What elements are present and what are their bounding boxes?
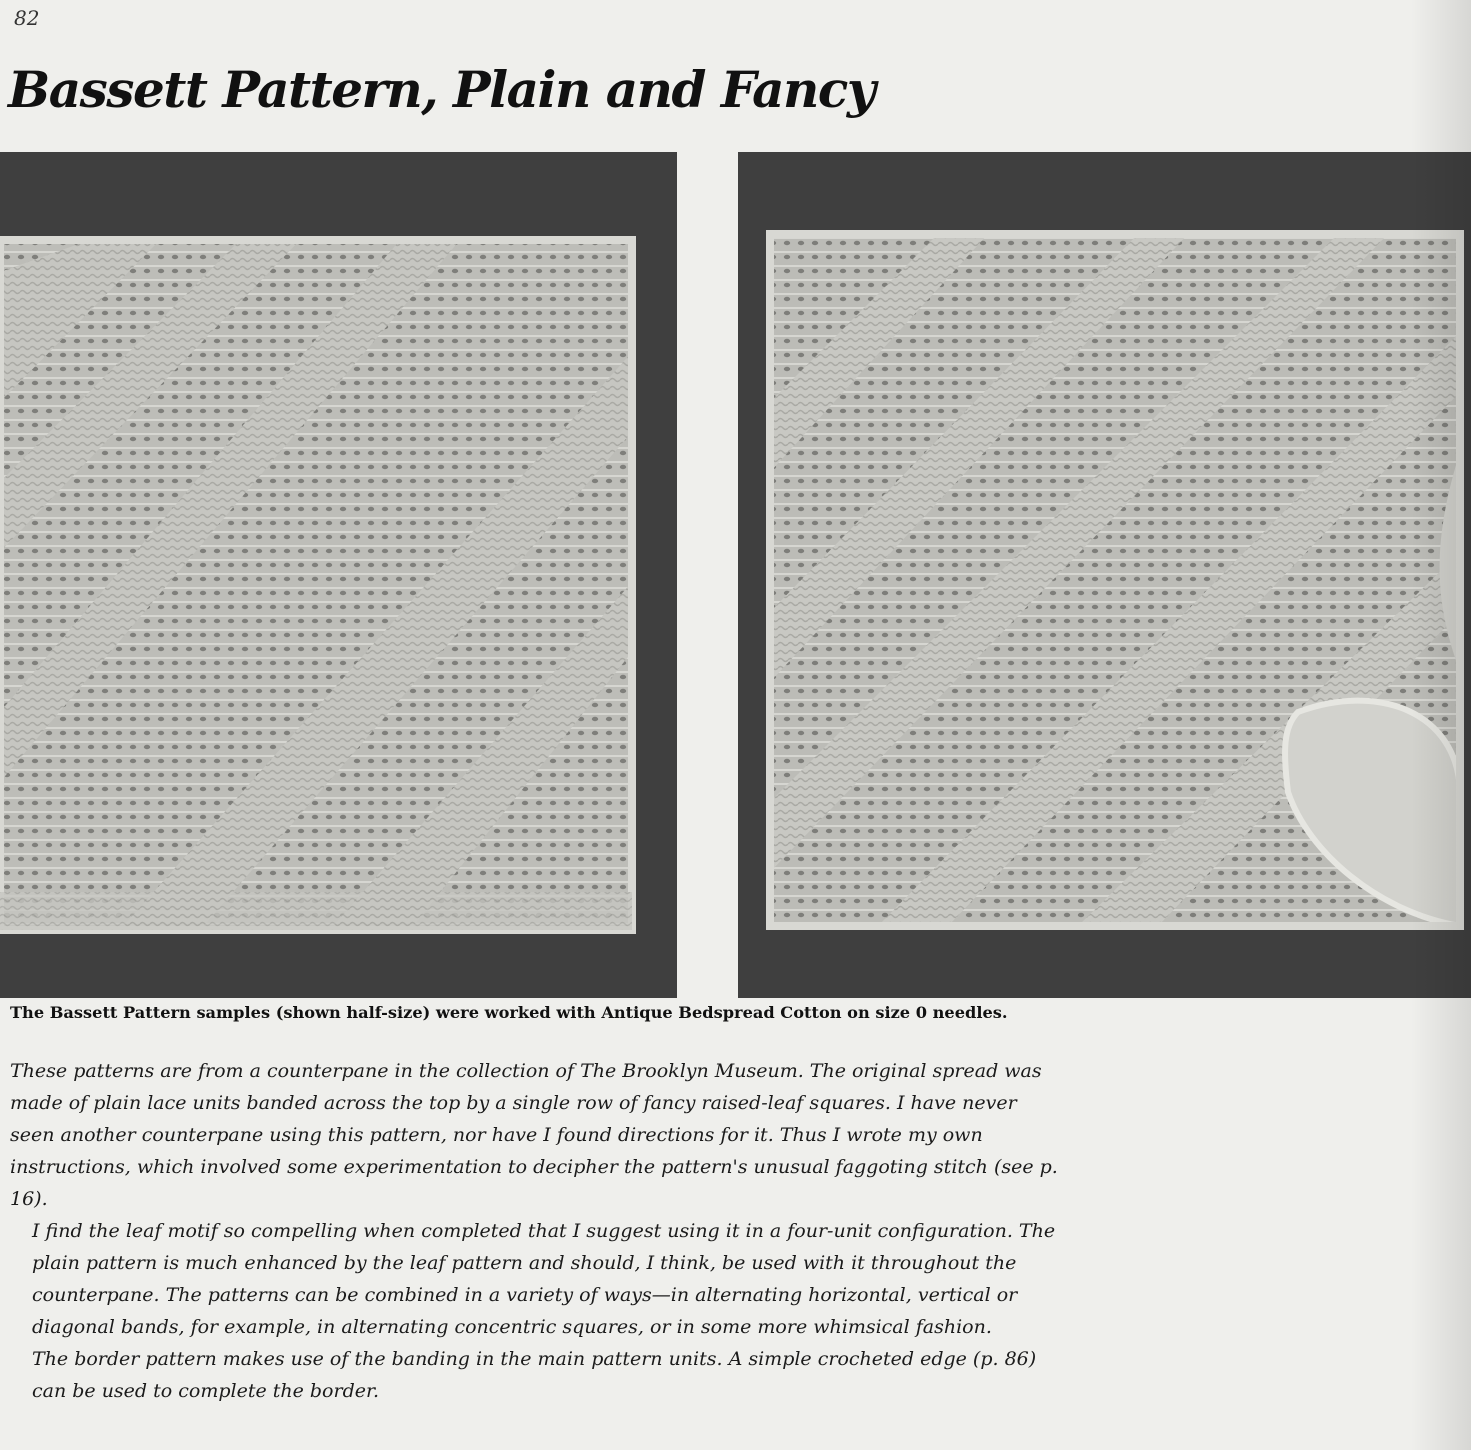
fancy-leaf-pattern-photo [738,152,1471,998]
photo-caption: The Bassett Pattern samples (shown half-size) were worked with Antique Bedspread Cotton on size 0 needles. [10,1003,1008,1022]
body-text [10,1055,1060,1407]
plain-pattern-photo [0,152,677,998]
paragraph-2: I find the leaf motif so compelling when completed that I suggest using it in a four-unit configuration. The plain pattern is much enhanced by the leaf pattern and should, I think, be used with it throughout the counterpane. The patterns can be combined in a variety of ways—in alternating horizontal, vertical or diagonal bands, for example, in alternating concentric squares, or in some more whimsical fashion. [32,1220,1056,1338]
page-title: Bassett Pattern, Plain and Fancy [8,60,875,119]
leaf-pattern-knit-square [738,152,1471,998]
page-gutter-shadow [1411,0,1471,1450]
page-number: 82 [14,6,40,30]
paragraph-1: These patterns are from a counterpane in the collection of The Brooklyn Museum. The original spread was made of plain lace units banded across the top by a single row of fancy raised-leaf squares. I have never seen another counterpane using this pattern, nor have I found directions for it. Thus I wrote my own instructions, which involved some experimentation to decipher the pattern's unusual faggoting stitch (see p. 16). [10,1060,1058,1210]
plain-pattern-knit-square [0,152,677,998]
paragraph-3: The border pattern makes use of the banding in the main pattern units. A simple crocheted edge (p. 86) can be used to complete the border. [32,1348,1037,1402]
